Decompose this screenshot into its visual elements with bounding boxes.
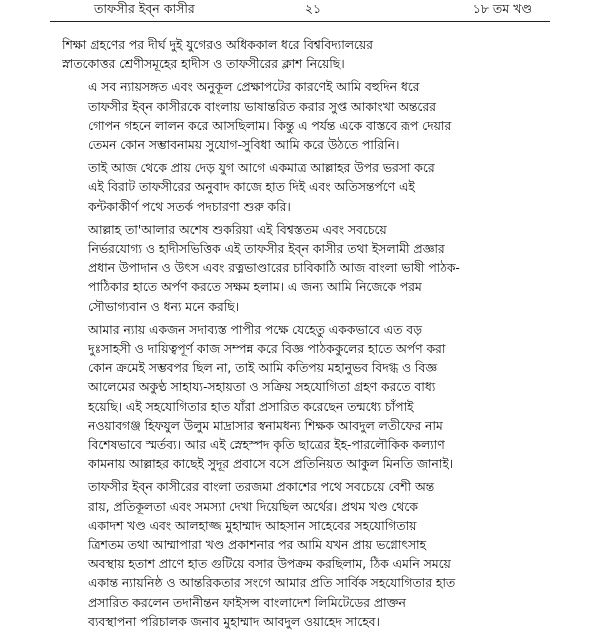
text-line: কামনায় আল্লাহর কাছেই সুদূর প্রবাসে বসে প্রতিনিয়ত আকুল মিনতি জানাই।: [88, 457, 454, 472]
paragraph: [62, 36, 538, 74]
text-line: বিশেষভাবে স্মর্তব্য। আর এই স্নেহস্পদ কৃতি ছাত্রের ইহ-পারলৌকিক কল্যাণ: [88, 438, 445, 453]
text-line: প্রসারিত করলেন তদানীন্তন ফাইসন্স বাংলাদেশ লিমিটেডের প্রাক্তন: [88, 595, 406, 610]
running-header: [50, 0, 550, 22]
text-line: এ সব ন্যায়সঙ্গত এবং অনুকূল প্রেক্ষাপটের কারণেই আমি বহুদিন ধরে: [88, 80, 420, 95]
text-line: ব্যবস্থাপনা পরিচালক জনাব মুহাম্মাদ আবদুল ওয়াহেদ সাহেব।: [88, 614, 380, 629]
text-line: অবস্থায় হতাশ প্রাণে হাত গুটিয়ে বসার উপক্রম করছিলাম, ঠিক এমনি সময়ে: [88, 557, 451, 572]
paragraph: [62, 321, 538, 475]
text-line: স্নাতকোত্তর শ্রেণীসমূহের হাদীস ও তাফসীরের ক্লাশ নিয়েছি।: [62, 57, 345, 72]
text-line: পাঠিকার হাতে অর্পণ করতে সক্ষম হলাম। এ জন্য আমি নিজেকে পরম: [88, 280, 422, 295]
text-line: তাফসীর ইব্‌ন কাসীরের বাংলা তরজমা প্রকাশের পথে সবচেয়ে বেশী অন্ত: [88, 480, 435, 495]
paragraph: [62, 78, 538, 155]
text-line: ত্রিশতম তথা আম্মাপারা খণ্ড প্রকাশনার পর আমি যখন প্রায় ভগ্নোৎসাহ: [88, 538, 426, 553]
text-line: এই বিরাট তাফসীরের অনুবাদ কাজে হাত দিই এবং অতিসন্তর্পণে এই: [88, 180, 415, 195]
text-line: হয়েছি। এই সহযোগিতার হাত যাঁরা প্রসারিত করেছেন তন্মধ্যে চাঁপাই: [88, 399, 414, 414]
text-line: আলেমের অকুণ্ঠ সাহায্য-সহায়তা ও সক্রিয় সহযোগিতা গ্রহণ করতে বাধ্য: [88, 380, 436, 395]
text-line: কন্টকাকীর্ণ পথে সতর্ক পদচারণা শুরু করি।: [88, 199, 291, 214]
text-line: তাফসীর ইব্‌ন কাসীরকে বাংলায় ভাষান্তরিত করার সুপ্ত আকাংখা অন্তরের: [88, 99, 436, 114]
text-line: গোপন গহনে লালন করে আসছিলাম। কিন্তু এ পর্যন্ত একে বাস্তবে রূপ দেয়ার: [88, 118, 452, 133]
text-line: নির্ভরযোগ্য ও হাদীসভিত্তিক এই তাফসীর ইব্‌ন কাসীর তথা ইসলামী প্রজ্ঞার: [88, 242, 445, 257]
text-line: প্রধান উপাদান ও উৎস এবং রত্নভাণ্ডারের চাবিকাঠি আজ বাংলা ভাষী পাঠক-: [88, 261, 460, 276]
text-line: আল্লাহ তা'আলার অশেষ শুকরিয়া এই বিশ্বস্ততম এবং সবচেয়ে: [88, 222, 387, 237]
text-line: তাই আজ থেকে প্রায় দেড় যুগ আগে একমাত্র আল্লাহর উপর ভরসা করে: [88, 161, 435, 176]
header-book-title: তাফসীর ইব্‌ন কাসীর: [94, 0, 195, 16]
header-volume: ১৮ তম খণ্ড: [472, 0, 532, 16]
paragraph: [62, 478, 538, 632]
text-line: একাদশ খণ্ড এবং আলহাজ্জ মুহাম্মাদ আহসান সাহেবের সহযোগিতায়: [88, 518, 417, 533]
paragraph: [62, 159, 538, 217]
page-body: [50, 22, 550, 632]
text-line: নওয়াবগঞ্জ হিফযুল উলুম মাদ্রাসার স্বনামধন্য শিক্ষক আবদুল লতীফের নাম: [88, 418, 443, 433]
page-number: ২১: [304, 0, 322, 16]
text-line: আমার ন্যায় একজন সদাব্যস্ত পাপীর পক্ষে যেহেতু এককভাবে এত বড়: [88, 322, 422, 337]
text-line: শিক্ষা গ্রহণের পর দীর্ঘ দুই যুগেরও অধিককাল ধরে বিশ্ববিদ্যালয়ের: [62, 38, 373, 52]
text-line: দুঃসাহসী ও দায়িত্বপূর্ণ কাজ সম্পন্ন করে বিজ্ঞ পাঠককুলের হাতে অর্পণ করা: [88, 342, 446, 357]
paragraph: [62, 221, 538, 317]
text-line: রায়, প্রতিকূলতা এবং সমস্যা দেখা দিয়েছিল অর্থের। প্রথম খণ্ড থেকে: [88, 499, 418, 514]
text-line: তেমন কোন সম্ভাবনাময় সুযোগ-সুবিধা আমি করে উঠতে পারিনি।: [88, 138, 400, 153]
text-line: সৌভাগ্যবান ও ধন্য মনে করছি।: [88, 299, 240, 314]
text-line: কোন ক্রমেই সম্ভবপর ছিল না, তাই আমি কতিপয় মহানুভব বিদগ্ধ ও বিজ্ঞ: [88, 361, 438, 376]
text-line: একান্ত ন্যায়নিষ্ঠ ও আন্তরিকতার সংগে আমার প্রতি সার্বিক সহযোগিতার হাত: [88, 576, 456, 591]
